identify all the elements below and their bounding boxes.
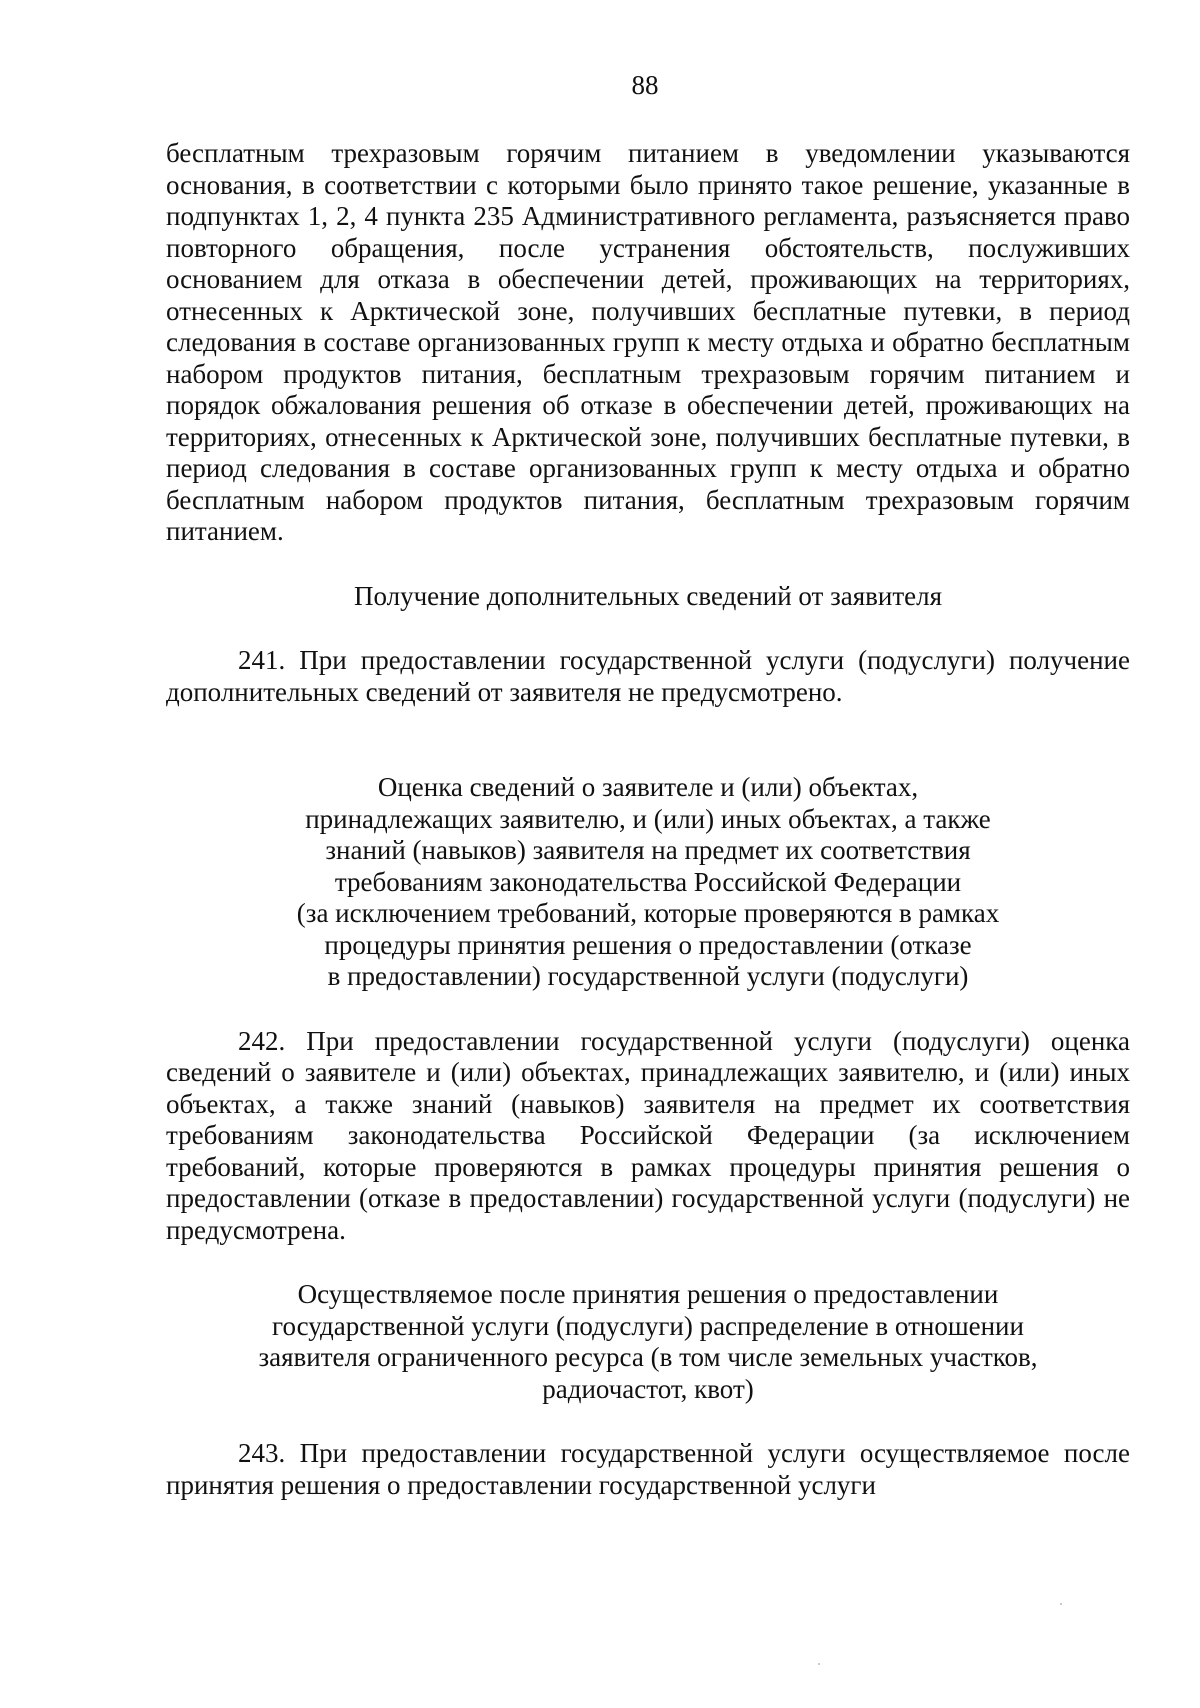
heading-line: государственной услуги (подуслуги) распределение в отношении [272,1310,1024,1341]
heading-applicant-assessment [166,772,1130,993]
heading-line: Оценка сведений о заявителе и (или) объектах, [377,772,919,802]
heading-line: требованиям законодательства Российской Федерации [334,866,962,897]
heading-line: радиочастот, квот) [542,1373,754,1404]
heading-line: (за исключением требований, которые проверяются в рамках [296,898,1000,928]
heading-line: принадлежащих заявителю, и (или) иных объектах, а также [305,803,991,834]
heading-limited-resource [166,1279,1130,1405]
page-content [166,138,1130,1501]
scan-speck [818,1663,820,1665]
heading-line: Осуществляемое после принятия решения о предоставлении [297,1279,999,1309]
heading-additional-info [166,581,1130,613]
paragraph-241: 241. При предоставлении государственной услуги (подуслуги) получение дополнительных сведений от заявителя не предусмотрено. [166,645,1130,707]
heading-line: процедуры принятия решения о предоставлении (отказе [324,929,972,960]
paragraph-242: 242. При предоставлении государственной услуги (подуслуги) оценка сведений о заявителе и (или) объектах, принадлежащих заявителю, и (или) иных объектах, а также знаний (навыков) заявителя на предмет их соответствия требованиям законодательства Российской Федерации (за исключением требований, которые проверяются в рамках процедуры принятия решения о предоставлении (отказе в предоставлении) государственной услуги (подуслуги) не предусмотрена. [166,1025,1130,1245]
heading-line: в предоставлении) государственной услуги (подуслуги) [327,961,969,991]
heading-line: заявителя ограниченного ресурса (в том числе земельных участков, [258,1342,1038,1372]
heading-line: Получение дополнительных сведений от заявителя [353,580,943,611]
heading-line: знаний (навыков) заявителя на предмет их соответствия [325,835,971,865]
scan-speck [1060,1603,1062,1605]
paragraph-243: 243. При предоставлении государственной услуги осуществляемое после принятия решения о предоставлении государственной услуги [166,1438,1130,1500]
page-number: 88 [631,70,659,100]
paragraph-continuation: бесплатным трехразовым горячим питанием в уведомлении указываются основания, в соответствии с которыми было принято такое решение, указанные в подпунктах 1, 2, 4 пункта 235 Административного регламента, разъясняется право повторного обращения, после устранения обстоятельств, послуживших основанием для отказа в обеспечении детей, проживающих на территориях, отнесенных к Арктической зоне, получивших бесплатные путевки, в период следования в составе организованных групп к месту отдыха и обратно бесплатным набором продуктов питания, бесплатным трехразовым горячим питанием и порядок обжалования решения об отказе в обеспечении детей, проживающих на территориях, отнесенных к Арктической зоне, получивших бесплатные путевки, в период следования в составе организованных групп к месту отдыха и обратно бесплатным набором продуктов питания, бесплатным трехразовым горячим питанием. [166,138,1130,546]
